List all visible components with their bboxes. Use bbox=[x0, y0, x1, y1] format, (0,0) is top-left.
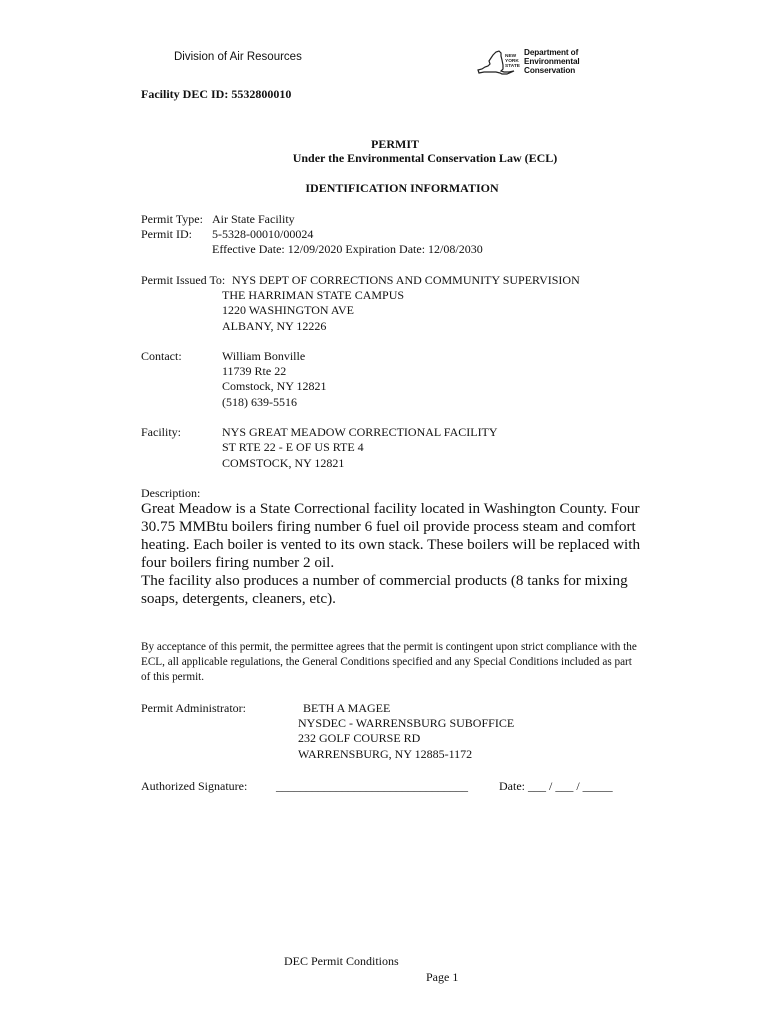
permit-subtitle: Under the Environmental Conservation Law (ECL) bbox=[292, 151, 558, 165]
permit-type-label: Permit Type: bbox=[141, 212, 203, 226]
issued-to-label: Permit Issued To: bbox=[141, 273, 226, 287]
logo-state-new: NEW bbox=[505, 54, 517, 59]
contact-label: Contact: bbox=[141, 349, 182, 363]
permit-id-value: 5-5328-00010/00024 bbox=[212, 227, 314, 241]
administrator-name: BETH A MAGEE bbox=[303, 701, 391, 715]
signature-date: Date: ___ / ___ / _____ bbox=[499, 779, 613, 793]
permit-title: PERMIT bbox=[371, 137, 419, 151]
description-paragraph-1: Great Meadow is a State Correctional facility located in Washington County. Four 30.75 MMBtu boilers firing number 6 fuel oil provide process steam and comfort heating. Each boiler is vented to its own stack. These boilers will be replaced with four boilers firing number 2 oil. bbox=[141, 500, 641, 571]
facility-dec-id: Facility DEC ID: 5532800010 bbox=[141, 87, 292, 101]
permit-dates: Effective Date: 12/09/2020 Expiration Date: 12/08/2030 bbox=[212, 242, 483, 256]
logo-line-3: Conservation bbox=[524, 65, 576, 75]
footer-conditions: DEC Permit Conditions bbox=[284, 954, 399, 968]
administrator-label: Permit Administrator: bbox=[141, 701, 246, 715]
dec-logo bbox=[476, 48, 626, 76]
contact-line-4: (518) 639-5516 bbox=[222, 395, 297, 409]
division-title: Division of Air Resources bbox=[174, 51, 302, 63]
contact-line-2: 11739 Rte 22 bbox=[222, 364, 287, 378]
signature-label: Authorized Signature: bbox=[141, 779, 248, 793]
new-york-state-map-icon bbox=[476, 48, 522, 76]
administrator-line-3: WARRENSBURG, NY 12885-1172 bbox=[298, 747, 473, 761]
dec-logo-text bbox=[524, 49, 580, 75]
description-paragraph-2: The facility also produces a number of commercial products (8 tanks for mixing soaps, detergents, cleaners, etc). bbox=[141, 572, 628, 607]
contact-line-1: William Bonville bbox=[222, 349, 306, 363]
facility-line-2: ST RTE 22 - E OF US RTE 4 bbox=[222, 440, 364, 454]
issued-to-line-4: ALBANY, NY 12226 bbox=[222, 319, 327, 333]
contact-line-3: Comstock, NY 12821 bbox=[222, 379, 327, 393]
issued-to-line-1: NYS DEPT OF CORRECTIONS AND COMMUNITY SUPERVISION bbox=[232, 273, 580, 287]
administrator-line-1: NYSDEC - WARRENSBURG SUBOFFICE bbox=[298, 716, 515, 730]
logo-state-state: STATE bbox=[505, 64, 521, 69]
acceptance-statement: By acceptance of this permit, the permittee agrees that the permit is contingent upon strict compliance with the ECL, all applicable regulations, the General Conditions specified and any Special Conditions included as part of this permit. bbox=[141, 641, 637, 683]
issued-to-line-3: 1220 WASHINGTON AVE bbox=[222, 303, 355, 317]
signature-line: ________________________________ bbox=[276, 779, 468, 793]
permit-type-value: Air State Facility bbox=[212, 212, 295, 226]
footer-page-number: Page 1 bbox=[426, 970, 459, 984]
logo-state-york: YORK bbox=[505, 59, 519, 64]
facility-label: Facility: bbox=[141, 425, 181, 439]
logo-line-2: Environmental bbox=[524, 56, 580, 66]
logo-line-1: Department of bbox=[524, 48, 579, 57]
permit-id-label: Permit ID: bbox=[141, 227, 192, 241]
administrator-line-2: 232 GOLF COURSE RD bbox=[298, 731, 421, 745]
section-title: IDENTIFICATION INFORMATION bbox=[305, 181, 499, 195]
facility-line-1: NYS GREAT MEADOW CORRECTIONAL FACILITY bbox=[222, 425, 498, 439]
facility-line-3: COMSTOCK, NY 12821 bbox=[222, 456, 345, 470]
issued-to-line-2: THE HARRIMAN STATE CAMPUS bbox=[222, 288, 405, 302]
description-body bbox=[141, 500, 641, 608]
description-label: Description: bbox=[141, 486, 201, 500]
